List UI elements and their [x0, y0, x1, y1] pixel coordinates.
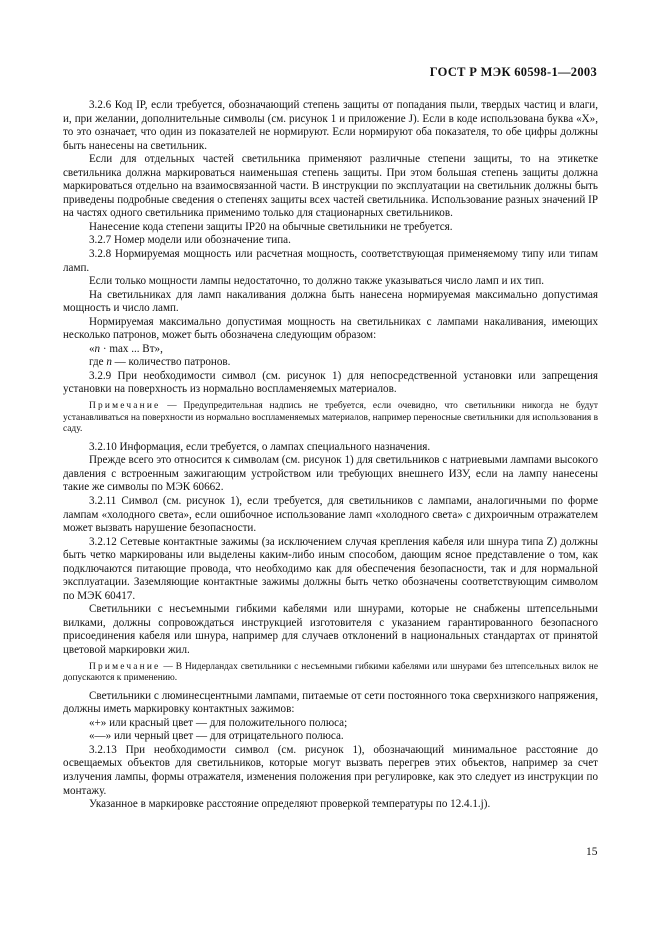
note-1-text: — Предупредительная надпись не требуется, если очевидно, что светильники никогда не будут устанавливаться на поверхности из нормально воспламеняемых материалов, например переносные светильники для использования в саду.	[63, 401, 598, 435]
explanation-rest: — количество патронов.	[111, 356, 231, 369]
paragraph-negative-pole: «—» или черный цвет — для отрицательного полюса.	[89, 730, 344, 743]
explanation-variable: n	[106, 356, 112, 369]
paragraph-3-2-8: 3.2.8 Нормируемая мощность или расчетная мощность, соответствующая применяемому типу или типам ламп.	[63, 248, 598, 274]
paragraph-3-2-12: 3.2.12 Сетевые контактные зажимы (за исключением случая крепления кабеля или шнура типа Z) должны быть четко маркированы или выделены каким-либо иным способом, дающим ясное представление о том, как подключаются питающие провода, что необходимо как для обеспечения безопасности, так и для нормальной эксплуатации. Заземляющие контактные зажимы должны быть четко обозначены соответствующим символом по МЭК 60417.	[63, 535, 598, 602]
note-2-label: Примечание	[89, 661, 161, 672]
paragraph-3-2-9: 3.2.9 При необходимости символ (см. рисунок 1) для непосредственной установки или запрещения установки на поверхность из нормально воспламеняемых материалов.	[63, 369, 598, 396]
formula-rest: · max ... Вт»,	[100, 342, 163, 355]
paragraph-3-2-6: 3.2.6 Код IP, если требуется, обозначающий степень защиты от попадания пыли, твердых частиц и влаги, и, при желании, дополнительные символы (см. рисунок 1 и приложение J). Если в коде использована буква «X», то это означает, что один из показателей не нормируют. Если нормируют оба показателя, то обе цифры должны быть нанесены на светильник.	[63, 99, 598, 152]
formula-line	[63, 343, 598, 357]
paragraph-3-2-13: 3.2.13 При необходимости символ (см. рисунок 1), обозначающий минимальное расстояние до освещаемых объектов для светильников, которые могут вызвать перегрев этих объектов, например за счет излучения лампы, формы отражателя, изменения положения при регулировке, как это следует из инструкции по монтажу.	[63, 743, 598, 797]
note-2	[63, 662, 598, 685]
paragraph-fluorescent: Светильники с люминесцентными лампами, питаемые от сети постоянного тока сверхнизкого напряжения, должны иметь маркировку контактных зажимов:	[63, 689, 598, 716]
note-2-text: — В Нидерландах светильники с несъемными гибкими кабелями или шнурами без штепсельных вилок не допускаются к применению.	[63, 661, 598, 684]
paragraph-flexible-cables: Светильники с несъемными гибкими кабелями или шнурами, которые не снабжены штепсельными вилками, должны сопровождаться инструкцией изготовителя с указанием гарантированного безопасного присоединения кабеля или шнура, например для случаев отклонений в национальных стандартах от принятой цветовой маркировки жил.	[63, 603, 598, 657]
paragraph-max-power: Нормируемая максимально допустимая мощность на светильниках с лампами накаливания, имеющих несколько патронов, может быть обозначена следующим образом:	[63, 315, 598, 342]
paragraph-lamp-count: Если только мощности лампы недостаточно, то должно также указываться число ламп и их тип.	[89, 275, 545, 288]
paragraph-sodium-lamps: Прежде всего это относится к символам (см. рисунок 1) для светильников с натриевыми лампами высокого давления с встроенным зажигающим устройством или требующих внешнего ИЗУ, если на лампу нанесены такие же символы по МЭК 60662.	[63, 454, 598, 494]
explanation-pre: где	[89, 356, 107, 369]
paragraph-incandescent: На светильниках для ламп накаливания должна быть нанесена нормируемая максимально допустимая мощность и число ламп.	[63, 288, 598, 315]
formula-variable: n	[94, 342, 101, 355]
page-number: 15	[586, 846, 598, 858]
formula-explanation	[63, 356, 598, 370]
document-body	[63, 99, 598, 812]
paragraph-3-2-7: 3.2.7 Номер модели или обозначение типа.	[89, 234, 291, 247]
paragraph-distance-check: Указанное в маркировке расстояние определяют проверкой температуры по 12.4.1.j).	[89, 798, 491, 811]
note-1	[63, 401, 598, 436]
paragraph-positive-pole: «+» или красный цвет — для положительного полюса;	[89, 716, 348, 729]
formula-open: «	[89, 342, 95, 355]
note-1-label: Примечание	[89, 401, 161, 412]
paragraph-3-2-11: 3.2.11 Символ (см. рисунок 1), если требуется, для светильников с лампами, аналогичными по форме лампам «холодного света», если ошибочное использование ламп «холодного света» с дихроичным отражателем может вызвать нарушение безопасности.	[63, 495, 598, 535]
paragraph-ip-parts: Если для отдельных частей светильника применяют различные степени защиты, то на этикетке светильника должна маркироваться наименьшая степень защиты. При этом большая степень защиты должна маркироваться отдельно на взаимосвязанной части. В инструкции по эксплуатации на светильник должны быть приведены подробные сведения о степенях защиты всех частей светильника. Использование разных значений IP на частях одного светильника применимо только для стационарных светильников.	[63, 153, 598, 220]
paragraph-3-2-10: 3.2.10 Информация, если требуется, о лампах специального назначения.	[89, 440, 431, 453]
paragraph-ip20: Нанесение кода степени защиты IP20 на обычные светильники не требуется.	[89, 220, 453, 233]
document-header: ГОСТ Р МЭК 60598-1—2003	[429, 65, 597, 79]
